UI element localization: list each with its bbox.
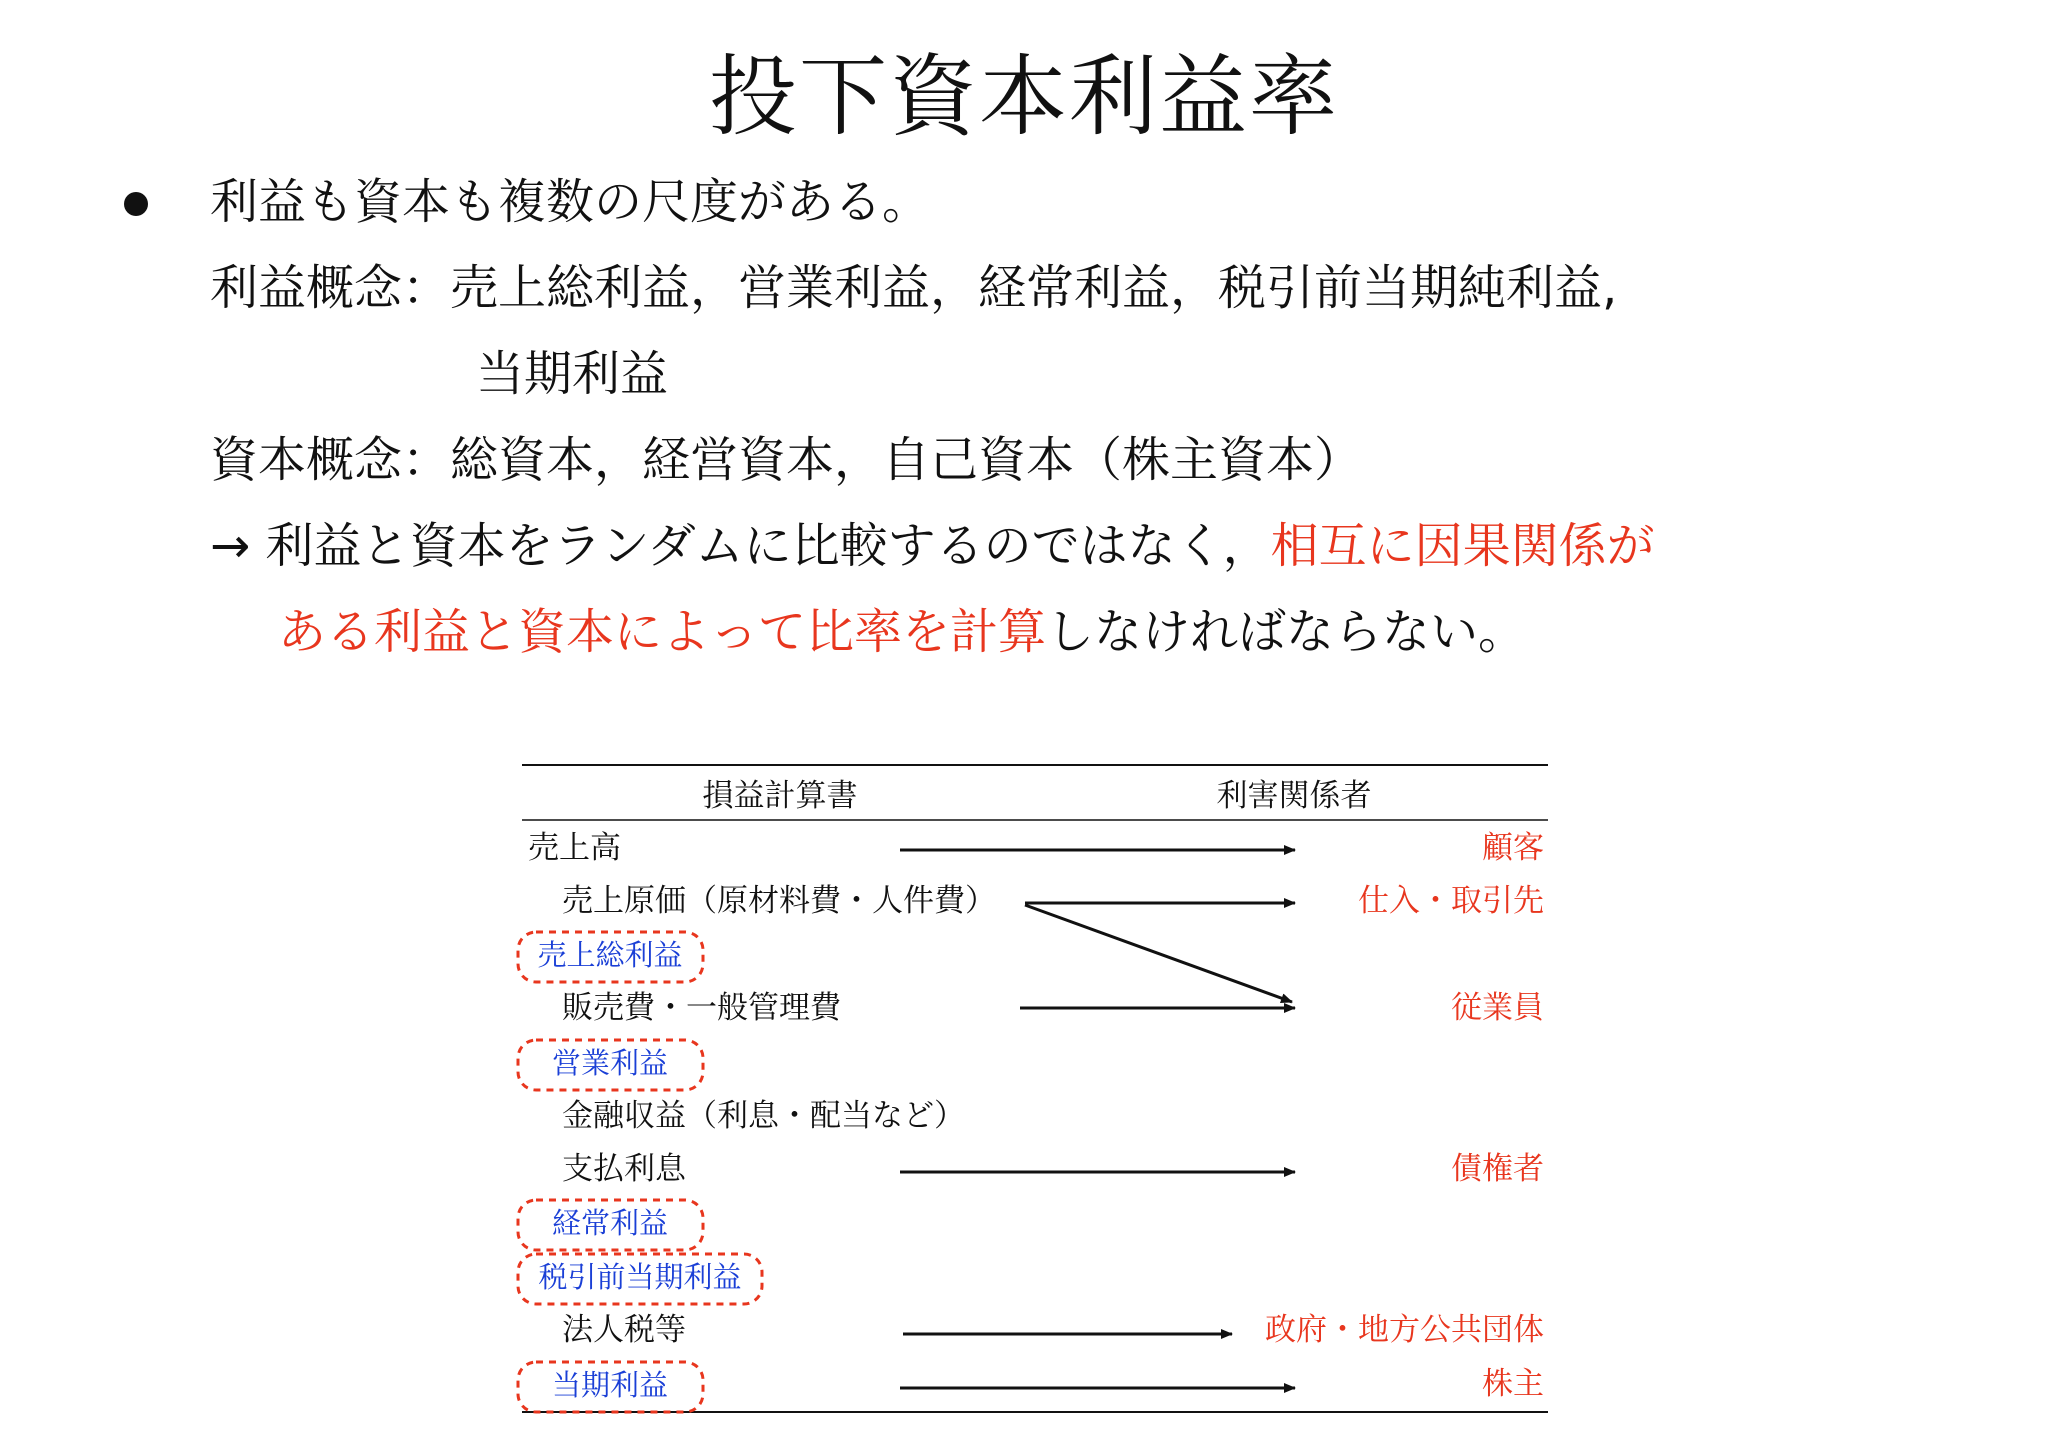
item-cost-of-sales: 売上原価（原材料費・人件費） — [562, 883, 996, 919]
arrow-cost-to-employees — [1025, 905, 1292, 1002]
stakeholder-creditors: 債権者 — [1451, 1151, 1544, 1187]
conclusion-highlight-1: 相互に因果関係が — [1270, 518, 1655, 574]
item-pretax-profit: 税引前当期利益 — [538, 1260, 742, 1294]
item-interest-expense: 支払利息 — [562, 1151, 686, 1187]
capital-items: 総資本，経営資本，自己資本（株主資本） — [450, 432, 1363, 488]
capital-label: 資本概念： — [210, 432, 451, 488]
item-operating-profit: 営業利益 — [551, 1046, 669, 1080]
item-gross-profit: 売上総利益 — [537, 938, 683, 972]
header-stakeholders: 利害関係者 — [1216, 778, 1372, 814]
item-sales: 売上高 — [528, 830, 621, 866]
stakeholder-government: 政府・地方公共団体 — [1265, 1312, 1544, 1348]
conclusion-text-2: しなければならない。 — [1046, 604, 1527, 660]
stakeholder-shareholders: 株主 — [1482, 1366, 1544, 1402]
conclusion-highlight-2: ある利益と資本によって比率を計算 — [278, 604, 1047, 660]
item-net-profit: 当期利益 — [551, 1368, 669, 1402]
stakeholder-suppliers: 仕入・取引先 — [1358, 883, 1544, 919]
item-sga-expenses: 販売費・一般管理費 — [562, 990, 841, 1026]
header-income-statement: 損益計算書 — [702, 778, 858, 814]
profit-items: 売上総利益，営業利益，経常利益，税引前当期純利益, — [450, 260, 1618, 316]
profit-items-cont: 当期利益 — [476, 346, 669, 402]
item-financial-income: 金融収益（利息・配当など） — [562, 1098, 965, 1134]
conclusion-arrow: → — [210, 518, 251, 574]
conclusion-text: 利益と資本をランダムに比較するのではなく， — [265, 518, 1271, 574]
item-ordinary-profit: 経常利益 — [551, 1206, 669, 1240]
page-title: 投下資本利益率 — [708, 45, 1339, 148]
bullet-text: 利益も資本も複数の尺度がある。 — [210, 174, 931, 230]
stakeholder-employees: 従業員 — [1451, 990, 1544, 1026]
profit-label: 利益概念： — [210, 260, 451, 316]
item-corporate-taxes: 法人税等 — [562, 1312, 686, 1348]
stakeholder-customers: 顧客 — [1482, 830, 1544, 866]
